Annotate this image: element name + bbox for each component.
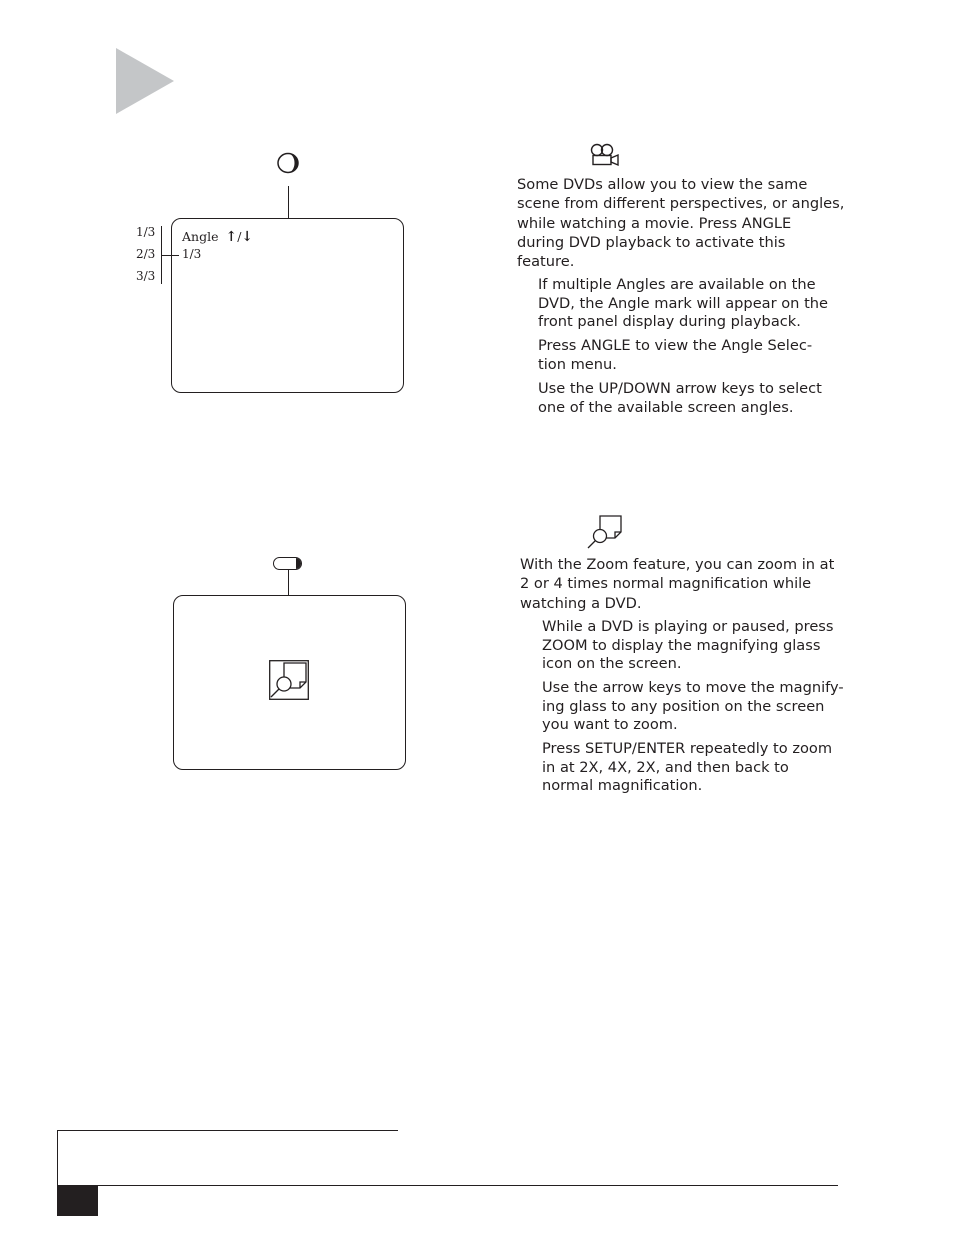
angle-step-2-line: tion menu. xyxy=(538,355,617,373)
footer-top-rule xyxy=(57,1130,398,1131)
angle-step-3-line: one of the available screen angles. xyxy=(538,398,794,416)
angle-intro-line: scene from different perspectives, or angles, xyxy=(517,195,845,213)
zoom-step-1-line: ZOOM to display the magnifying glass xyxy=(542,636,821,654)
angle-step-1 xyxy=(538,276,828,332)
angle-step-3 xyxy=(538,380,822,417)
angle-options-connector xyxy=(161,255,179,256)
angle-step-1-line: DVD, the Angle mark will appear on the xyxy=(538,294,829,312)
zoom-step-1-line: icon on the screen. xyxy=(542,655,682,673)
angle-option-2: 2/3 xyxy=(136,247,156,261)
zoom-intro-line: With the Zoom feature, you can zoom in at xyxy=(520,556,835,573)
footer-bottom-rule xyxy=(57,1185,838,1186)
page-number-tab xyxy=(57,1186,98,1216)
angle-step-2 xyxy=(538,337,812,374)
zoom-step-3-line: in at 2X, 4X, 2X, and then back to xyxy=(542,758,789,776)
angle-step-1-line: If multiple Angles are available on the xyxy=(538,276,816,293)
zoom-step-2 xyxy=(542,679,844,735)
angle-option-3: 3/3 xyxy=(136,269,156,283)
angle-osd-label: Angle xyxy=(182,229,219,244)
zoom-step-3 xyxy=(542,740,832,796)
angle-intro-line: feature. xyxy=(517,253,575,271)
zoom-step-1-line: While a DVD is playing or paused, press xyxy=(542,618,834,635)
angle-button-connector xyxy=(288,186,289,218)
angle-osd-title xyxy=(182,229,253,245)
angle-intro-line: during DVD playback to activate this xyxy=(517,233,786,251)
zoom-step-2-line: ing glass to any position on the screen xyxy=(542,697,825,715)
angle-down-arrow-icon: ↓ xyxy=(241,229,254,245)
zoom-button-connector xyxy=(288,570,289,595)
magnifier-icon xyxy=(269,660,309,700)
zoom-intro-line: 2 or 4 times normal magnification while xyxy=(520,575,812,593)
camera-icon xyxy=(589,143,621,167)
angle-slash: / xyxy=(237,229,242,244)
angle-button-icon xyxy=(276,152,300,174)
angle-osd-current: 1/3 xyxy=(182,247,202,261)
angle-option-1: 1/3 xyxy=(136,225,156,239)
footer-left-rule xyxy=(57,1130,58,1186)
angle-intro-line: Some DVDs allow you to view the same xyxy=(517,176,808,193)
zoom-heading-magnifier-icon xyxy=(587,515,623,549)
zoom-step-3-line: Press SETUP/ENTER repeatedly to zoom xyxy=(542,740,833,757)
angle-step-1-line: front panel display during playback. xyxy=(538,313,801,331)
zoom-step-2-line: you want to zoom. xyxy=(542,716,678,734)
zoom-step-3-line: normal magnification. xyxy=(542,777,703,795)
zoom-step-2-line: Use the arrow keys to move the magnify- xyxy=(542,679,844,696)
angle-intro-line: while watching a movie. Press ANGLE xyxy=(517,214,792,232)
angle-step-3-line: Use the UP/DOWN arrow keys to select xyxy=(538,380,822,397)
zoom-button-icon xyxy=(273,557,302,570)
angle-up-arrow-icon: ↑ xyxy=(225,229,238,245)
zoom-intro-paragraph xyxy=(520,555,834,613)
section-marker-triangle xyxy=(116,48,174,114)
zoom-step-1 xyxy=(542,618,834,674)
angle-step-2-line: Press ANGLE to view the Angle Selec- xyxy=(538,337,813,354)
angle-intro-paragraph xyxy=(517,175,844,271)
zoom-intro-line: watching a DVD. xyxy=(520,594,642,612)
